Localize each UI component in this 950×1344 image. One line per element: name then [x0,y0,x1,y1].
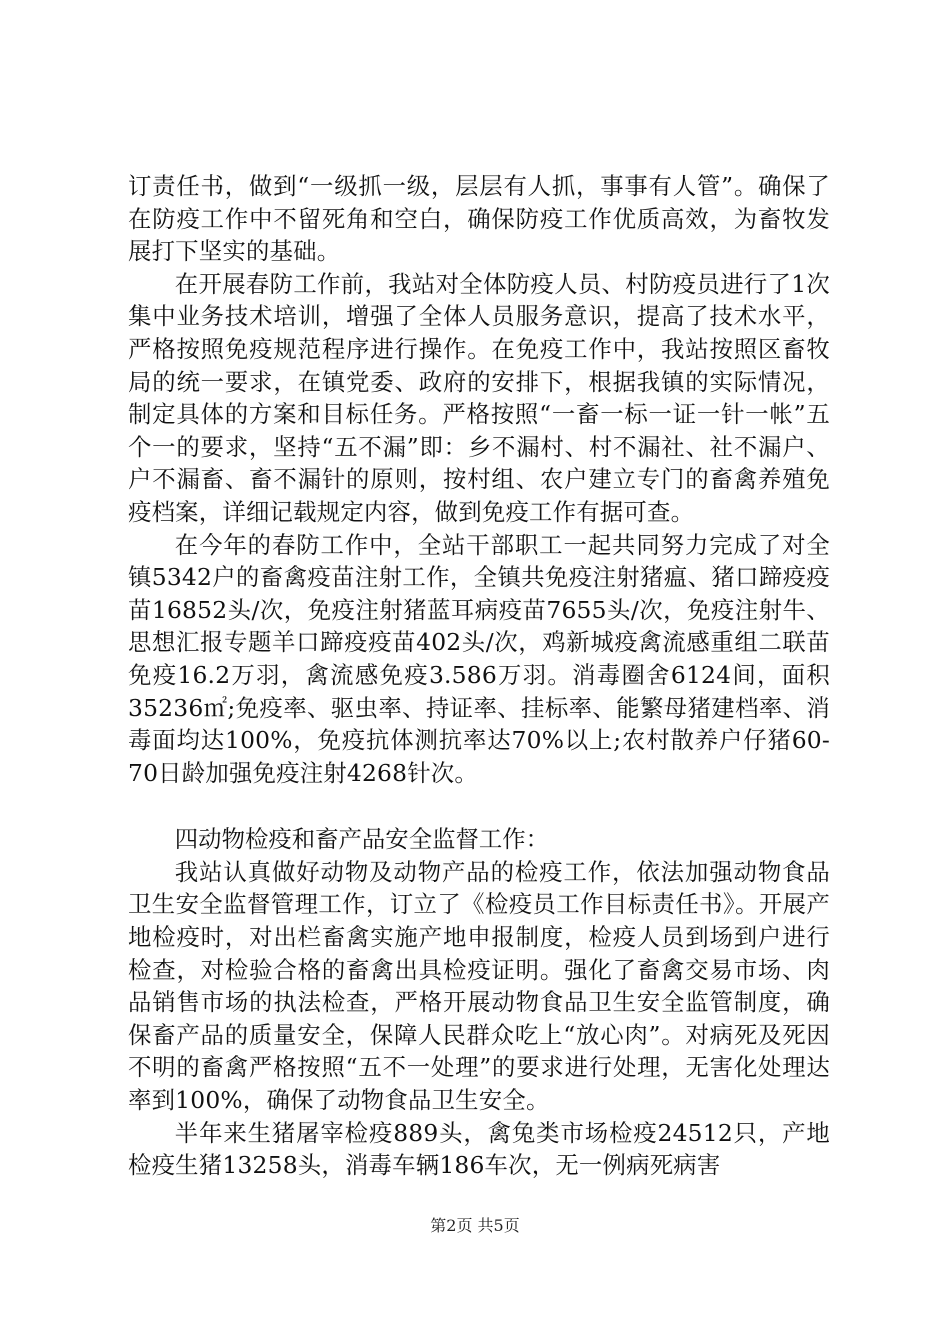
paragraph-gap [128,789,830,823]
paragraph-inspection: 我站认真做好动物及动物产品的检疫工作，依法加强动物食品卫生安全监督管理工作，订立了《检疫员工作目标责任书》。开展产地检疫时，对出栏畜禽实施产地申报制度，检疫人员到场到户进行检查，对检验合格的畜禽出具检疫证明。强化了畜禽交易市场、肉品销售市场的执法检查，严格开展动物食品卫生安全监管制度，确保畜产品的质量安全，保障人民群众吃上“放心肉”。对病死及死因不明的畜禽严格按照“五不一处理”的要求进行处理，无害化处理达率到100%，确保了动物食品卫生安全。 [128,857,830,1115]
section-heading: 四动物检疫和畜产品安全监督工作： [174,825,550,854]
document-body [128,170,830,1182]
paragraph-training: 在开展春防工作前，我站对全体防疫人员、村防疫员进行了1次集中业务技术培训，增强了全体人员服务意识，提高了技术水平，严格按照免疫规范程序进行操作。在免疫工作中，我站按照区畜牧局的统一要求，在镇党委、政府的安排下，根据我镇的实际情况，制定具体的方案和目标任务。严格按照“一畜一标一证一针一帐”五个一的要求，坚持“五不漏”即：乡不漏村、村不漏社、社不漏户、户不漏畜、畜不漏针的原则，按村组、农户建立专门的畜禽养殖免疫档案，详细记载规定内容，做到免疫工作有据可查。 [128,269,830,526]
page-footer: 第2页 共5页 [430,1216,520,1235]
paragraph-vaccination-stats: 在今年的春防工作中，全站干部职工一起共同努力完成了对全镇5342户的畜禽疫苗注射工作，全镇共免疫注射猪瘟、猪口蹄疫疫苗16852头/次，免疫注射猪蓝耳病疫苗7655头/次，免疫注射牛、思想汇报专题羊口蹄疫疫苗402头/次，鸡新城疫禽流感重组二联苗免疫16.2万羽，禽流感免疫3.586万羽。消毒圈舍6124间，面积35236㎡;免疫率、驱虫率、持证率、挂标率、能繁母猪建档率、消毒面均达100%，免疫抗体测抗率达70%以上;农村散养户仔猪60-70日龄加强免疫注射4268针次。 [128,530,830,787]
paragraph-half-year-stats: 半年来生猪屠宰检疫889头，禽兔类市场检疫24512只，产地检疫生猪13258头，消毒车辆186车次，无一例病死病害 [128,1118,830,1180]
paragraph-continued: 订责任书，做到“一级抓一级，层层有人抓，事事有人管”。确保了在防疫工作中不留死角和空白，确保防疫工作优质高效，为畜牧发展打下坚实的基础。 [128,172,830,266]
